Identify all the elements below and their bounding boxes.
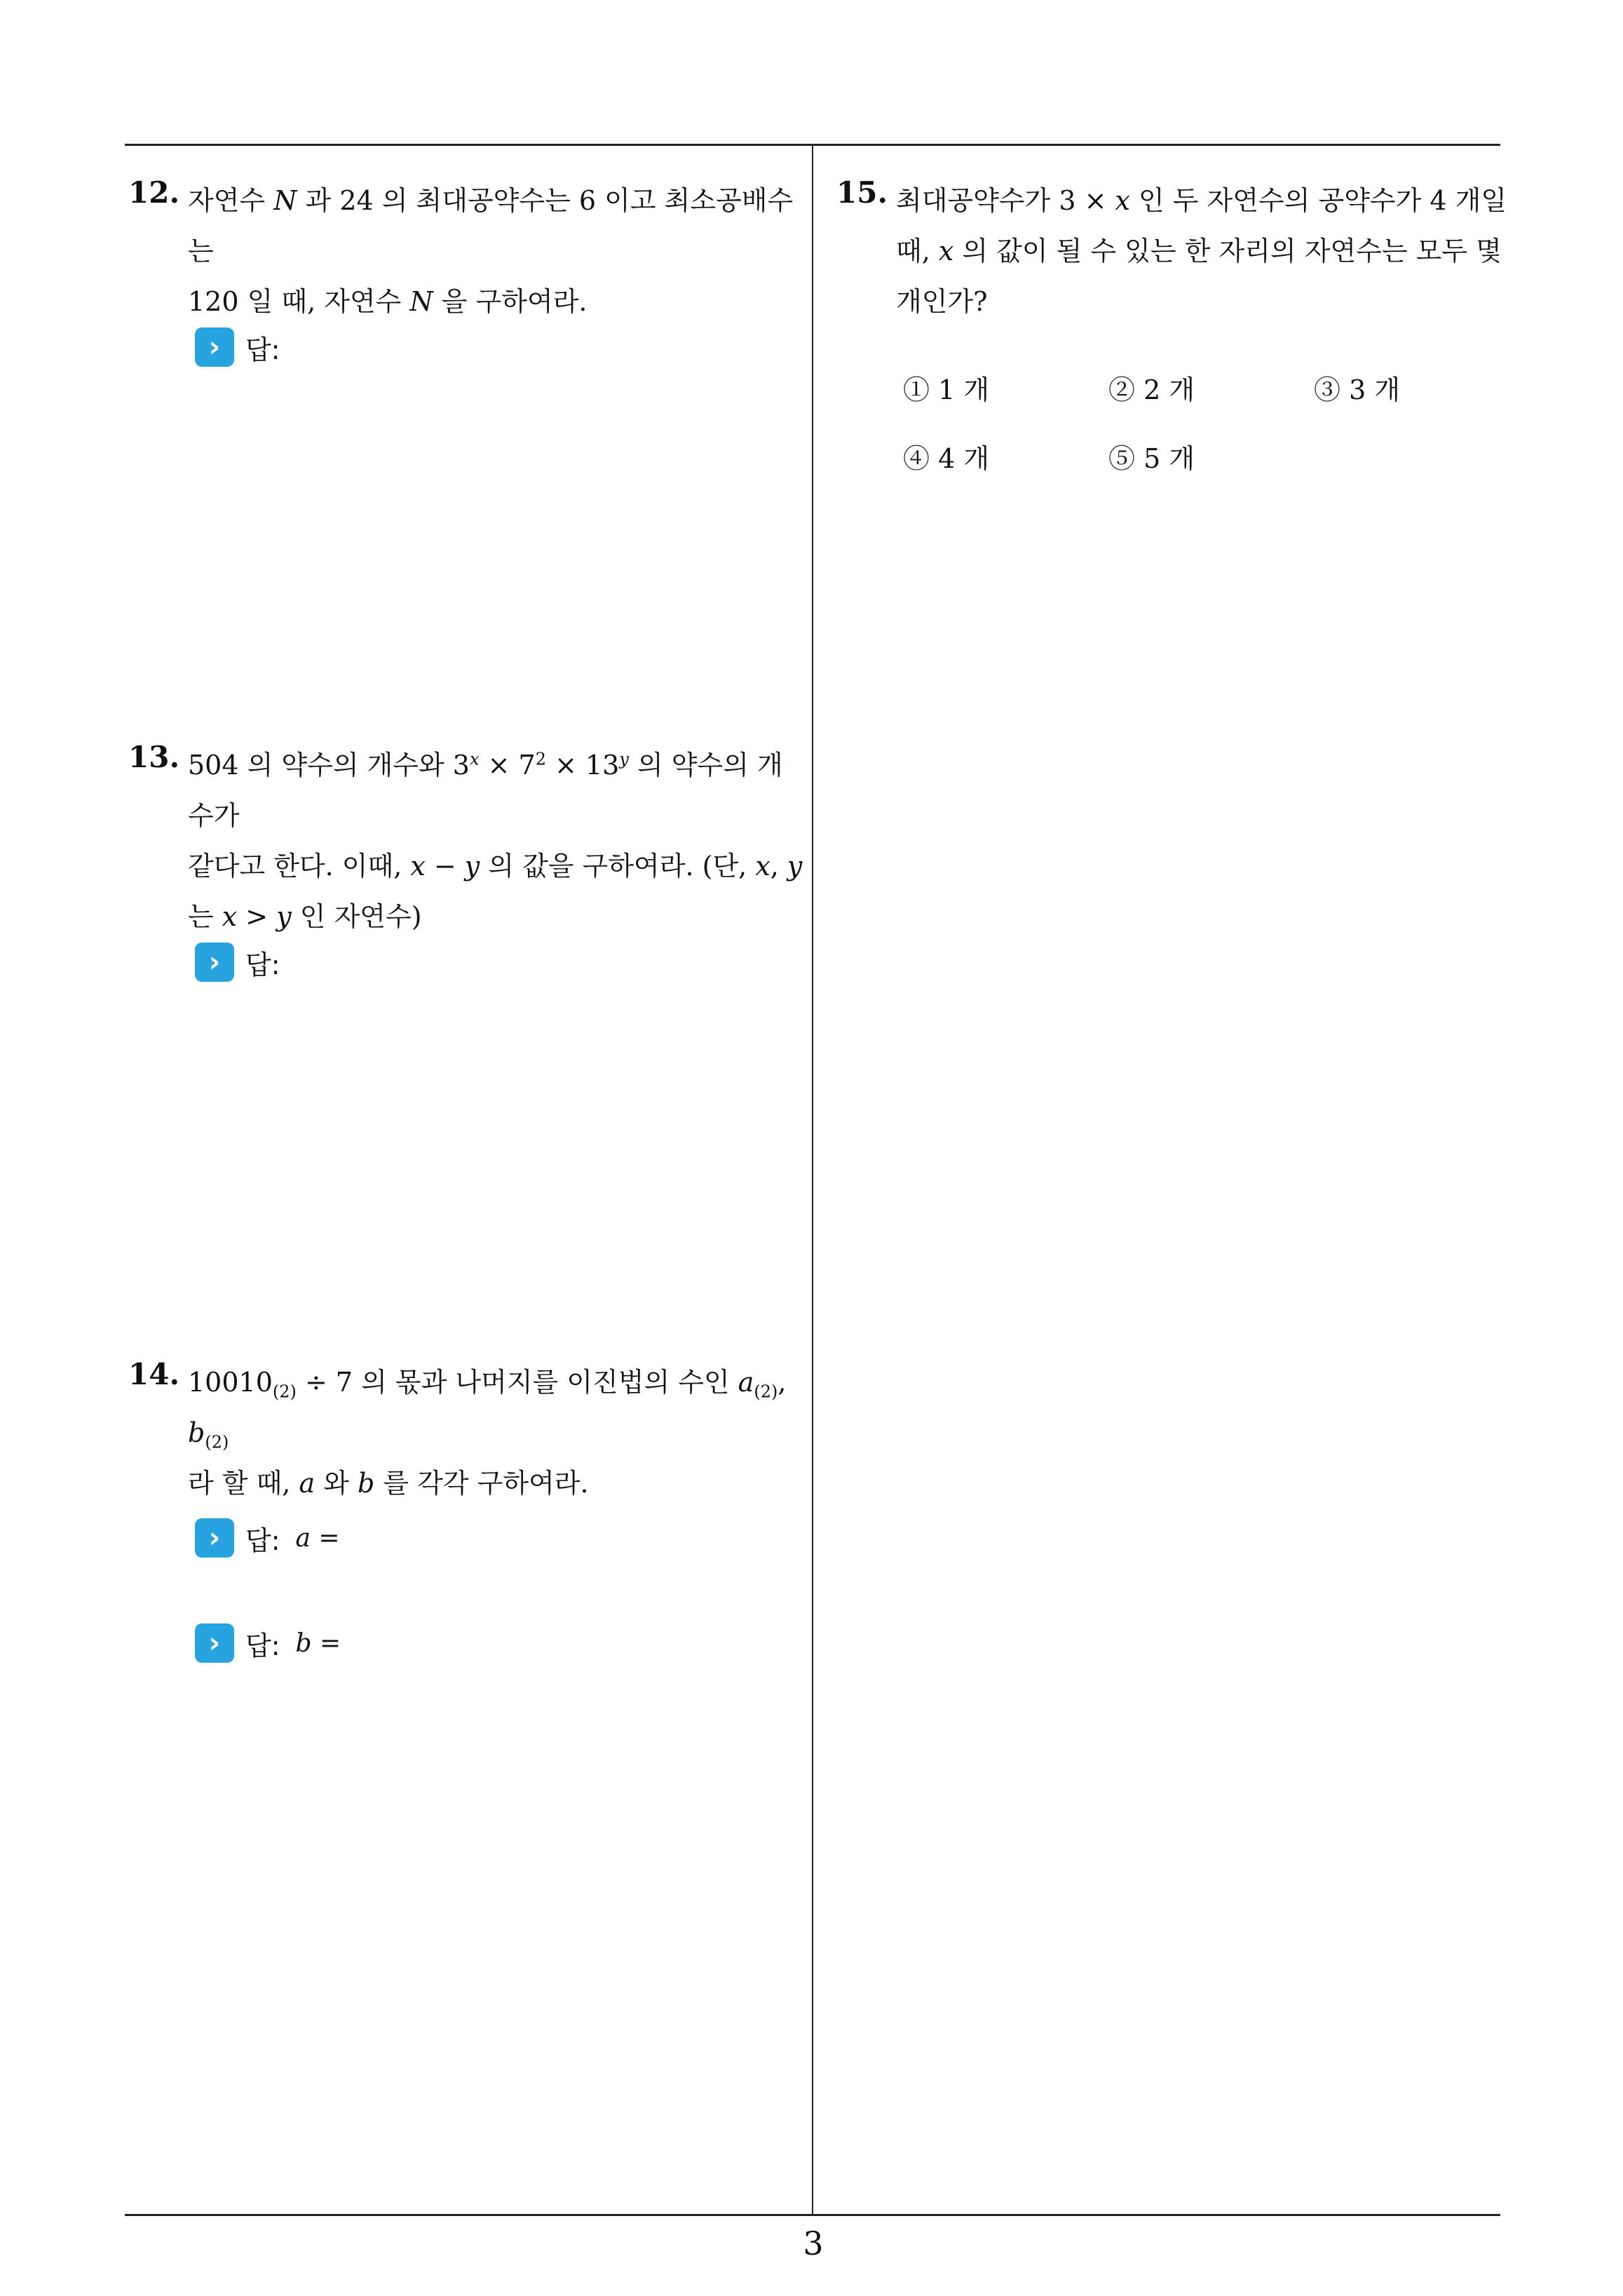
text: , [770, 851, 787, 882]
choice-4[interactable]: ④ 4 개 [903, 443, 990, 474]
chevron-right-icon: › [195, 327, 234, 367]
question-15 [836, 175, 1516, 327]
choice-3[interactable]: ③ 3 개 [1314, 374, 1401, 405]
question-text [188, 1357, 808, 1508]
text: 인 자연수) [291, 901, 422, 932]
text: 의 약수의 개수가 [188, 750, 783, 831]
math-var: x [755, 851, 770, 882]
bottom-rule [125, 2214, 1500, 2216]
text: 개인가? [896, 286, 988, 317]
text: × 13 [546, 750, 620, 781]
answer-label: 답: [245, 1525, 280, 1556]
math-sub: (2) [272, 1382, 297, 1402]
text: 인 두 자연수의 공약수가 4 개일 [1129, 185, 1507, 216]
math-expr: x > y [222, 901, 292, 932]
text: 최대공약수가 3 × [896, 185, 1115, 216]
answer-variable-a: a = [295, 1523, 340, 1553]
chevron-right-icon: › [195, 1518, 234, 1558]
text: 과 24 의 최대공약수는 6 이고 최소공배수는 [188, 185, 794, 266]
question-number: 12. [128, 175, 180, 210]
text: 와 [315, 1468, 358, 1499]
math-var: b [357, 1468, 375, 1499]
math-var: N [273, 185, 297, 216]
math-var: a [738, 1367, 754, 1398]
answer-variable-b: b = [295, 1628, 341, 1658]
math-var: x [938, 236, 954, 266]
text: 라 할 때, [188, 1468, 299, 1499]
page-number: 3 [803, 2224, 824, 2262]
text: 10010 [188, 1367, 273, 1398]
choice-5[interactable]: ⑤ 5 개 [1108, 443, 1195, 474]
choice-1[interactable]: ① 1 개 [903, 374, 990, 405]
text: 504 의 약수의 개수와 3 [188, 750, 470, 781]
text: 을 구하여라. [433, 286, 588, 317]
chevron-right-icon: › [195, 943, 234, 982]
answer-field-b[interactable] [195, 1622, 341, 1664]
text: 의 값이 될 수 있는 한 자리의 자연수는 모두 몇 [953, 236, 1502, 266]
math-var: y [787, 851, 803, 882]
text: 때, [896, 236, 939, 266]
text: 같다고 한다. 이때, [188, 851, 411, 882]
text: 의 값을 구하여라. (단, [480, 851, 756, 882]
chevron-right-icon: › [195, 1623, 234, 1663]
text: 자연수 [188, 185, 274, 216]
answer-field[interactable] [195, 941, 280, 983]
question-text [188, 740, 808, 942]
math-var: N [409, 286, 433, 317]
question-number: 15. [836, 175, 888, 210]
choice-2[interactable]: ② 2 개 [1108, 374, 1195, 405]
math-sub: (2) [754, 1382, 778, 1402]
text: 를 각각 구하여라. [374, 1468, 589, 1499]
answer-label: 답: [245, 334, 280, 365]
math-sup: x [469, 749, 480, 769]
math-sup: y [619, 749, 629, 769]
math-sup: 2 [535, 749, 546, 769]
answer-label: 답: [245, 1630, 280, 1661]
question-13 [128, 740, 808, 980]
math-sub: (2) [205, 1432, 229, 1452]
column-divider [812, 144, 813, 2214]
text: 는 [188, 901, 222, 932]
text: , [777, 1367, 787, 1398]
text: × 7 [479, 750, 536, 781]
question-number: 14. [128, 1357, 180, 1391]
math-var: x [1115, 185, 1130, 216]
question-number: 13. [128, 740, 180, 774]
question-text [188, 175, 808, 327]
math-var: a [299, 1468, 315, 1499]
math-var: b [188, 1417, 205, 1448]
text: ÷ 7 의 몫과 나머지를 이진법의 수인 [296, 1367, 738, 1398]
math-expr: x − y [410, 851, 480, 882]
answer-field-a[interactable] [195, 1517, 340, 1559]
answer-label: 답: [245, 949, 280, 980]
question-12 [128, 175, 808, 365]
answer-field[interactable] [195, 326, 280, 368]
question-text [896, 175, 1516, 327]
question-14 [128, 1357, 808, 1661]
text: 120 일 때, 자연수 [188, 286, 410, 317]
